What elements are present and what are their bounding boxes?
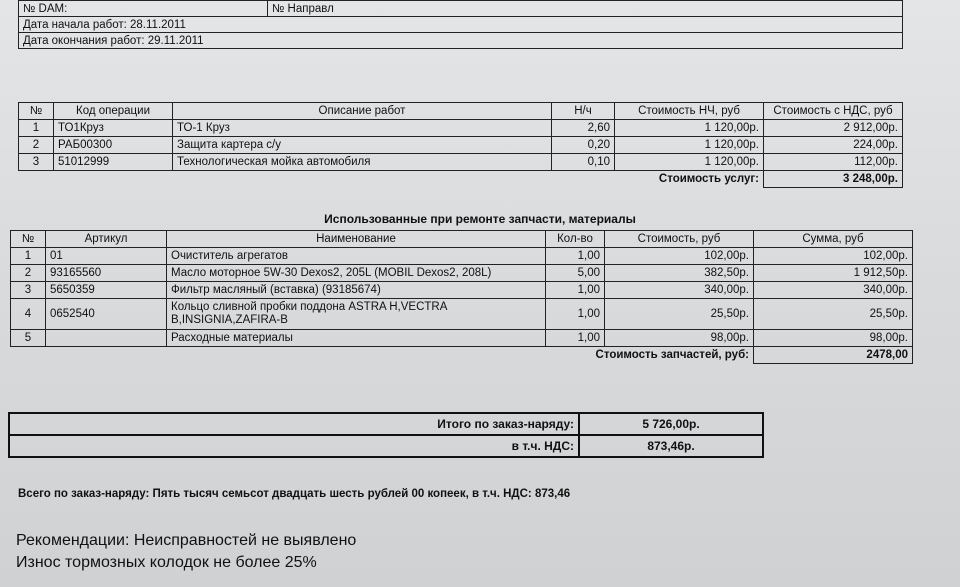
table-row xyxy=(19,120,903,137)
cell-qty: 1,00 xyxy=(546,330,605,347)
cell-total: 112,00р. xyxy=(764,154,903,171)
cell-code: ТО1Круз xyxy=(54,120,173,137)
cell-n: 5 xyxy=(11,330,46,347)
cell-rate: 1 120,00р. xyxy=(615,120,764,137)
col-qty: Кол-во xyxy=(546,231,605,248)
order-total-label: Итого по заказ-наряду: xyxy=(9,413,579,435)
cell-sum: 98,00р. xyxy=(754,330,913,347)
table-row xyxy=(11,299,913,330)
col-n: № xyxy=(19,103,54,120)
cell-price: 102,00р. xyxy=(605,248,754,265)
cell-qty: 1,00 xyxy=(546,282,605,299)
works-total-row xyxy=(19,171,903,188)
cell-qty: 1,00 xyxy=(546,299,605,330)
col-code: Код операции xyxy=(54,103,173,120)
cell-code: РАБ00300 xyxy=(54,137,173,154)
col-total: Стоимость с НДС, руб xyxy=(764,103,903,120)
cell-name: Расходные материалы xyxy=(167,330,546,347)
cell-total: 224,00р. xyxy=(764,137,903,154)
cell-price: 98,00р. xyxy=(605,330,754,347)
col-price: Стоимость, руб xyxy=(605,231,754,248)
cell-name xyxy=(167,299,546,330)
napravl-field: № Направл xyxy=(268,1,903,17)
works-header-row xyxy=(19,103,903,120)
start-date: Дата начала работ: 28.11.2011 xyxy=(19,17,903,33)
cell-sum: 1 912,50р. xyxy=(754,265,913,282)
cell-price: 25,50р. xyxy=(605,299,754,330)
parts-total-row xyxy=(11,347,913,364)
cell-rate: 1 120,00р. xyxy=(615,154,764,171)
header-table xyxy=(18,0,903,49)
order-totals xyxy=(8,412,764,460)
cell-desc: Технологическая мойка автомобиля xyxy=(173,154,552,171)
vat-label: в т.ч. НДС: xyxy=(9,435,579,457)
cell-code: 51012999 xyxy=(54,154,173,171)
cell-name: Фильтр масляный (вставка) (93185674) xyxy=(167,282,546,299)
cell-n: 1 xyxy=(11,248,46,265)
table-row xyxy=(11,248,913,265)
table-row xyxy=(11,265,913,282)
cell-art xyxy=(46,330,167,347)
cell-name: Очиститель агрегатов xyxy=(167,248,546,265)
cell-desc: Защита картера с/у xyxy=(173,137,552,154)
cell-n: 2 xyxy=(11,265,46,282)
cell-name-line2: B,INSIGNIA,ZAFIRA-B xyxy=(171,314,288,326)
table-row xyxy=(11,282,913,299)
cell-n: 4 xyxy=(11,299,46,330)
order-totals-table xyxy=(8,412,764,458)
cell-art: 01 xyxy=(46,248,167,265)
works-total-value: 3 248,00р. xyxy=(764,171,903,188)
table-row xyxy=(19,137,903,154)
cell-hours: 0,10 xyxy=(552,154,615,171)
cell-art: 0652540 xyxy=(46,299,167,330)
cell-n: 2 xyxy=(19,137,54,154)
table-row xyxy=(11,330,913,347)
cell-sum: 102,00р. xyxy=(754,248,913,265)
parts-total-label: Стоимость запчастей, руб: xyxy=(595,349,749,362)
cell-price: 382,50р. xyxy=(605,265,754,282)
cell-rate: 1 120,00р. xyxy=(615,137,764,154)
cell-qty: 5,00 xyxy=(546,265,605,282)
works-total-label: Стоимость услуг: xyxy=(658,173,759,186)
cell-total: 2 912,00р. xyxy=(764,120,903,137)
cell-desc: ТО-1 Круз xyxy=(173,120,552,137)
cell-name-line1: Кольцо сливной пробки поддона ASTRA H,VECTRA xyxy=(171,301,448,313)
end-date: Дата окончания работ: 29.11.2011 xyxy=(19,33,903,49)
col-desc: Описание работ xyxy=(173,103,552,120)
col-rate: Стоимость НЧ, руб xyxy=(615,103,764,120)
cell-sum: 340,00р. xyxy=(754,282,913,299)
vat-value: 873,46р. xyxy=(579,435,763,457)
cell-price: 340,00р. xyxy=(605,282,754,299)
parts-total-value: 2478,00 xyxy=(754,347,913,364)
recommendations xyxy=(16,530,356,574)
sum-in-words: Всего по заказ-наряду: Пять тысяч семьсот двадцать шесть рублей 00 копеек, в т.ч. НДС: 873,46 xyxy=(18,488,571,500)
col-n: № xyxy=(11,231,46,248)
col-hours: Н/ч xyxy=(552,103,615,120)
parts-caption: Использованные при ремонте запчасти, материалы xyxy=(324,212,636,226)
cell-art: 5650359 xyxy=(46,282,167,299)
cell-name: Масло моторное 5W-30 Dexos2, 205L (MOBIL Dexos2, 208L) xyxy=(167,265,546,282)
dam-field: № DAM: xyxy=(19,1,268,17)
cell-art: 93165560 xyxy=(46,265,167,282)
cell-n: 1 xyxy=(19,120,54,137)
recommendation-line-2: Износ тормозных колодок не более 25% xyxy=(16,554,317,571)
cell-hours: 2,60 xyxy=(552,120,615,137)
col-sum: Сумма, руб xyxy=(754,231,913,248)
col-art: Артикул xyxy=(46,231,167,248)
cell-sum: 25,50р. xyxy=(754,299,913,330)
works-table xyxy=(18,102,903,188)
cell-n: 3 xyxy=(19,154,54,171)
cell-hours: 0,20 xyxy=(552,137,615,154)
cell-n: 3 xyxy=(11,282,46,299)
recommendation-line-1: Рекомендации: Неисправностей не выявлено xyxy=(16,532,357,549)
parts-table xyxy=(10,230,913,364)
cell-qty: 1,00 xyxy=(546,248,605,265)
parts-header-row xyxy=(11,231,913,248)
order-total-value: 5 726,00р. xyxy=(579,413,763,435)
col-name: Наименование xyxy=(167,231,546,248)
table-row xyxy=(19,154,903,171)
